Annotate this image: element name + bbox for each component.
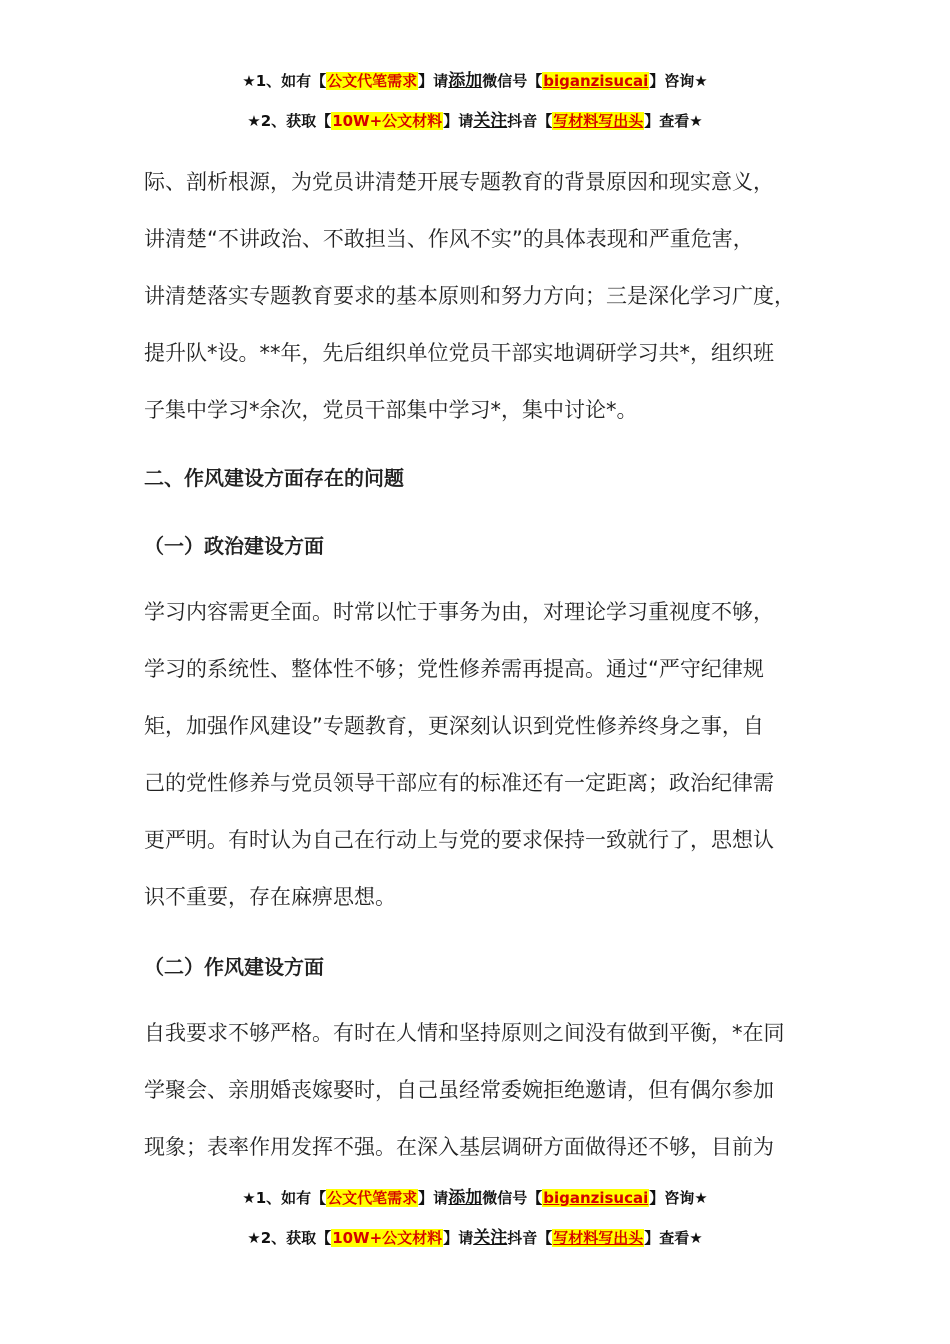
paragraph-1	[144, 154, 814, 439]
text-line: 际、剖析根源，为党员讲清楚开展专题教育的背景原因和现实意义，	[144, 170, 774, 194]
text-line: 子集中学习*余次，党员干部集中学习*，集中讨论*。	[144, 398, 638, 422]
text-line: 己的党性修养与党员领导干部应有的标准还有一定距离；政治纪律需	[144, 771, 774, 795]
banner-text: 微信号【	[482, 1189, 543, 1207]
text-line: 提升队*设。**年，先后组织单位党员干部实地调研学习共*，组织班	[144, 341, 774, 365]
banner-text: 微信号【	[482, 72, 543, 90]
banner-text: ★2、获取【	[247, 1229, 332, 1247]
section-heading: 二、作风建设方面存在的问题	[144, 466, 404, 490]
emphasis-text: 关注	[473, 111, 508, 131]
highlight-service: 公文代笔需求	[327, 1189, 418, 1207]
banner-text: 】咨询★	[649, 72, 708, 90]
banner-text: ★2、获取【	[247, 112, 332, 130]
highlight-wechat-id: biganzisucai	[543, 1189, 649, 1207]
banner-line-1	[0, 69, 950, 93]
highlight-materials: 10W+公文材料	[332, 112, 443, 130]
emphasis-text: 关注	[473, 1228, 508, 1248]
emphasis-text: 添加	[448, 1188, 483, 1208]
banner-line-2	[0, 109, 950, 133]
text-line: 学习的系统性、整体性不够；党性修养需再提高。通过“严守纪律规	[144, 657, 764, 681]
banner-text: 】查看★	[644, 1229, 703, 1247]
banner-text: 】请	[443, 112, 474, 130]
banner-text: 】请	[418, 72, 449, 90]
banner-line-1	[0, 1186, 950, 1210]
text-line: 自我要求不够严格。有时在人情和坚持原则之间没有做到平衡，*在同	[144, 1021, 785, 1045]
top-banner	[0, 69, 950, 133]
banner-text: 】请	[443, 1229, 474, 1247]
bottom-banner	[0, 1186, 950, 1250]
highlight-douyin-account: 写材料写出头	[553, 1229, 644, 1247]
banner-line-2	[0, 1226, 950, 1250]
highlight-douyin-account: 写材料写出头	[553, 112, 644, 130]
highlight-wechat-id: biganzisucai	[543, 72, 649, 90]
text-line: 学聚会、亲朋婚丧嫁娶时，自己虽经常委婉拒绝邀请，但有偶尔参加	[144, 1078, 774, 1102]
banner-text: 抖音【	[507, 1229, 553, 1247]
banner-text: 】请	[418, 1189, 449, 1207]
text-line: 讲清楚“不讲政治、不敢担当、作风不实”的具体表现和严重危害，	[144, 227, 754, 251]
highlight-materials: 10W+公文材料	[332, 1229, 443, 1247]
banner-text: ★1、如有【	[242, 72, 327, 90]
banner-text: 】咨询★	[649, 1189, 708, 1207]
subsection-heading-2: （二）作风建设方面	[144, 955, 324, 979]
banner-text: 】查看★	[644, 112, 703, 130]
text-line: 矩，加强作风建设”专题教育，更深刻认识到党性修养终身之事，自	[144, 714, 764, 738]
banner-text: ★1、如有【	[242, 1189, 327, 1207]
text-line: 现象；表率作用发挥不强。在深入基层调研方面做得还不够，目前为	[144, 1135, 774, 1159]
subsection-heading-1: （一）政治建设方面	[144, 534, 324, 558]
paragraph-2	[144, 584, 814, 926]
emphasis-text: 添加	[448, 71, 483, 91]
text-line: 学习内容需更全面。时常以忙于事务为由，对理论学习重视度不够，	[144, 600, 774, 624]
paragraph-3	[144, 1005, 814, 1176]
text-line: 识不重要，存在麻痹思想。	[144, 885, 396, 909]
banner-text: 抖音【	[507, 112, 553, 130]
text-line: 更严明。有时认为自己在行动上与党的要求保持一致就行了，思想认	[144, 828, 774, 852]
highlight-service: 公文代笔需求	[327, 72, 418, 90]
text-line: 讲清楚落实专题教育要求的基本原则和努力方向；三是深化学习广度，	[144, 284, 795, 308]
